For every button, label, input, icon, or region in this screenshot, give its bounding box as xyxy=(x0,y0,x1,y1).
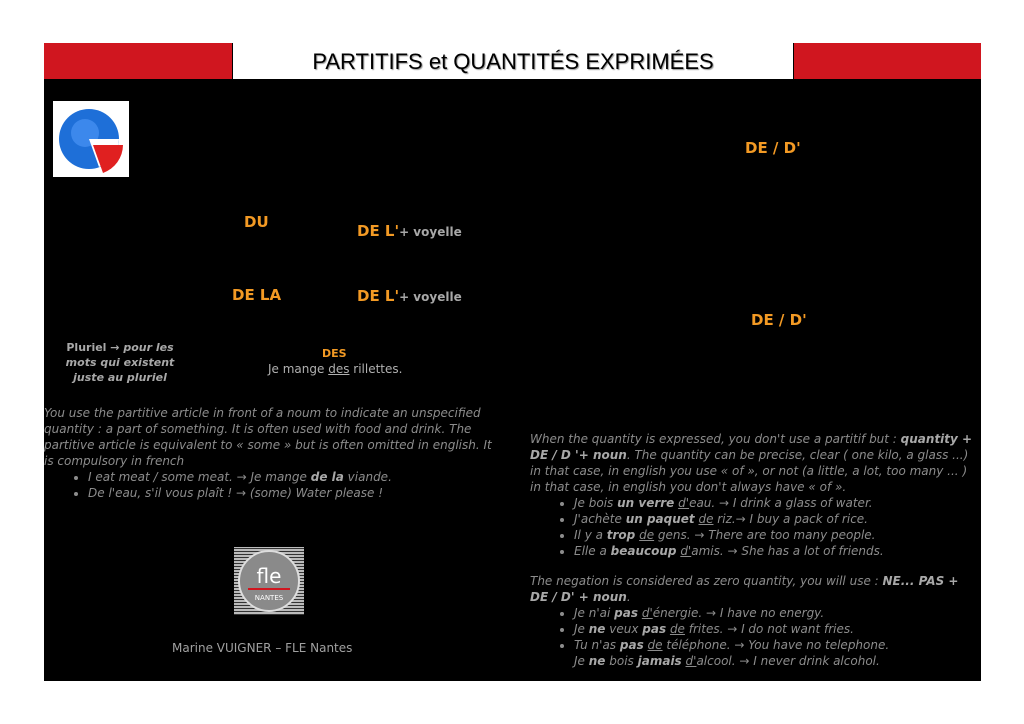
fle-nantes-logo xyxy=(234,547,304,615)
text: . xyxy=(626,590,631,604)
list-item: • Je bois un verre d'eau. → I drink a glass of water. xyxy=(574,495,980,511)
negation-intro xyxy=(530,573,980,605)
article-du: DU xyxy=(244,213,269,231)
article-de-l-1 xyxy=(357,221,462,240)
quantity-intro xyxy=(530,431,980,495)
list-item: • Elle a beaucoup d'amis. → She has a lot of friends. xyxy=(574,543,980,559)
voyelle-note: + voyelle xyxy=(399,290,462,304)
quantity-examples xyxy=(530,495,980,559)
des-example-post: rillettes. xyxy=(349,362,403,376)
article-de-d-1: DE / D' xyxy=(745,139,801,157)
list-item xyxy=(88,469,499,485)
article-de-d-2: DE / D' xyxy=(751,311,807,329)
des-example xyxy=(268,362,402,376)
pluriel-label: Pluriel xyxy=(66,341,107,354)
text-bold: NE... PAS + DE / D' + noun xyxy=(530,574,959,604)
des-example-underlined: des xyxy=(328,362,350,376)
quantity-explanation xyxy=(530,431,980,669)
title-box xyxy=(232,43,794,79)
des-example-pre: Je mange xyxy=(268,362,329,376)
last-example: Je ne bois jamais d'alcool. → I never drink alcohol. xyxy=(574,654,880,668)
logo-text: fle xyxy=(256,564,282,588)
article-des: DES xyxy=(322,347,347,360)
partitive-explanation xyxy=(44,405,499,501)
list-item: • Je n'ai pas d'énergie. → I have no energy. xyxy=(574,605,980,621)
list-item xyxy=(88,485,499,501)
bullet-text: viande. xyxy=(343,470,392,484)
negation-examples xyxy=(530,605,980,653)
text: The negation is considered as zero quantity, you will use : xyxy=(530,574,883,588)
page-title: PARTITIFS et QUANTITÉS EXPRIMÉES xyxy=(312,49,714,74)
arrow-icon: → xyxy=(106,341,124,354)
pluriel-note xyxy=(60,340,180,385)
text: When the quantity is expressed, you don't use a partitif but : xyxy=(530,432,901,446)
list-item: • J'achète un paquet de riz.→ I buy a pack of rice. xyxy=(574,511,980,527)
list-item: • Je ne veux pas de frites. → I do not want fries. xyxy=(574,621,980,637)
list-item: • Il y a trop de gens. → There are too many people. xyxy=(574,527,980,543)
bullet-text: De l'eau, s'il vous plaît ! → (some) Water please ! xyxy=(88,486,384,500)
explanation-text: You use the partitive article in front of a noum to indicate an unspecified quantity : a part of something. It is often used with food and drink. The partitive article is equivalent to « some » but is often omitted in english. It is compulsory in french xyxy=(44,406,492,468)
pie-chart-logo xyxy=(53,101,129,177)
bullet-bold: de la xyxy=(310,470,344,484)
pluriel-text: pour les mots qui existent juste au pluriel xyxy=(65,341,175,384)
article-de-l-label: DE L' xyxy=(357,222,400,240)
voyelle-note: + voyelle xyxy=(399,225,462,239)
text-bold: quantity + DE / D '+ noun xyxy=(530,432,973,462)
bullet-text: I eat meat / some meat. → Je mange xyxy=(88,470,311,484)
article-de-l-label: DE L' xyxy=(357,287,400,305)
list-item: • Tu n'as pas de téléphone. → You have no telephone. xyxy=(574,637,980,653)
article-de-la: DE LA xyxy=(232,286,282,304)
text: . The quantity can be precise, clear ( one kilo, a glass ...) in that case, in english you use « of », or not (a little, a lot, too many ... ) in that case, in english you don't always have « of ». xyxy=(530,448,969,494)
logo-subtext: NANTES xyxy=(254,594,284,602)
credit: Marine VUIGNER – FLE Nantes xyxy=(172,641,353,655)
article-de-l-2 xyxy=(357,286,462,305)
partitive-examples xyxy=(44,469,499,501)
